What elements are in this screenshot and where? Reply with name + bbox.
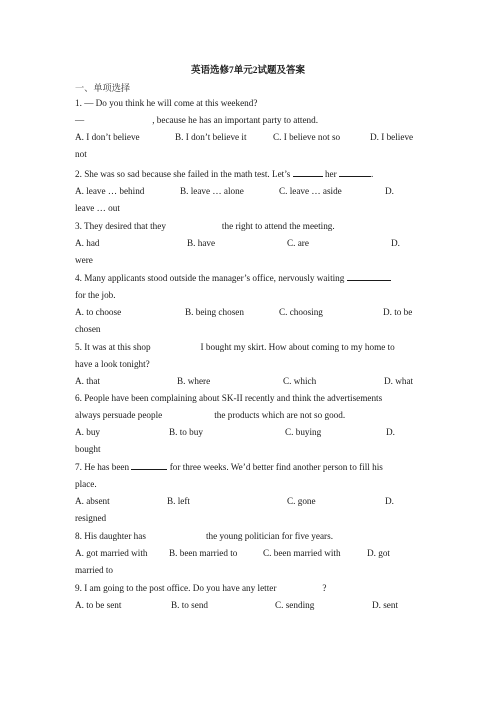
- option-d[interactable]: D.: [385, 186, 394, 196]
- question-2: 2. She was so sad because she failed in the math test. Let’s her . A. leave … behind B. leave … alone C. leave … aside D. leave … out: [75, 166, 420, 217]
- option-d[interactable]: D. sent: [372, 600, 399, 610]
- answer-blank: [131, 459, 167, 470]
- option-wrap: leave … out: [75, 203, 120, 213]
- option-wrap: resigned: [75, 513, 107, 523]
- option-a[interactable]: A. absent: [75, 496, 110, 506]
- option-a[interactable]: A. buy: [75, 427, 101, 437]
- option-c[interactable]: C. gone: [287, 496, 316, 506]
- answer-blank: [347, 270, 391, 281]
- option-a[interactable]: A. that: [75, 376, 101, 386]
- section-heading: 一、单项选择: [75, 83, 131, 93]
- option-b[interactable]: B. where: [177, 376, 211, 386]
- option-wrap: married to: [75, 565, 114, 575]
- option-a[interactable]: A. to be sent: [75, 600, 122, 610]
- option-a[interactable]: A. I don’t believe: [75, 132, 140, 142]
- option-b[interactable]: B. to send: [171, 600, 209, 610]
- option-a[interactable]: A. got married with: [75, 548, 148, 558]
- option-b[interactable]: B. been married to: [169, 548, 238, 558]
- question-6: 6. People have been complaining about SK-II recently and think the advertisements always persuade people the products which are not so good. A. buy B. to buy C. buying D. bought: [75, 393, 395, 454]
- option-b[interactable]: B. I don’t believe it: [175, 132, 247, 142]
- option-b[interactable]: B. to buy: [169, 427, 203, 437]
- option-c[interactable]: C. been married with: [263, 548, 341, 558]
- option-d[interactable]: D.: [385, 496, 394, 506]
- document-title: 英语选修7单元2试题及答案: [190, 66, 305, 76]
- option-d[interactable]: D. to be: [383, 307, 413, 317]
- option-wrap: not: [75, 149, 87, 159]
- option-d[interactable]: D. got: [367, 548, 390, 558]
- option-b[interactable]: B. leave … alone: [180, 186, 244, 196]
- question-8: 8. His daughter has the young politician for five years. A. got married with B. been married to C. been married with D. got married to: [75, 531, 390, 575]
- option-wrap: chosen: [75, 324, 101, 334]
- option-d[interactable]: D. what: [384, 376, 414, 386]
- option-b[interactable]: B. being chosen: [185, 307, 244, 317]
- question-3: 3. They desired that they the right to attend the meeting. A. had B. have C. are D. were: [75, 221, 400, 265]
- question-stem: 1. — Do you think he will come at this weekend?: [75, 98, 258, 108]
- option-a[interactable]: A. had: [75, 238, 100, 248]
- option-wrap: bought: [75, 444, 101, 454]
- answer-blank: [293, 166, 323, 177]
- option-a[interactable]: A. leave … behind: [75, 186, 145, 196]
- question-5: 5. It was at this shop I bought my skirt. How about coming to my home to have a look tonight? A. that B. where C. which D. what: [75, 339, 420, 390]
- question-7: 7. He has been for three weeks. We’d better find another person to fill his place. A. absent B. left C. gone D. resigned: [75, 459, 420, 527]
- question-9: 9. I am going to the post office. Do you have any letter ? A. to be sent B. to send C. sending D. sent: [75, 580, 420, 614]
- option-b[interactable]: B. left: [167, 496, 190, 506]
- option-wrap: were: [75, 255, 93, 265]
- option-c[interactable]: C. buying: [285, 427, 322, 437]
- option-c[interactable]: C. are: [287, 238, 309, 248]
- option-d[interactable]: D. I believe: [370, 132, 414, 142]
- answer-blank: [339, 166, 371, 177]
- option-c[interactable]: C. which: [283, 376, 317, 386]
- question-4: 4. Many applicants stood outside the manager’s office, nervously waiting for the job. A. to choose B. being chosen C. choosing D. to be chosen: [75, 270, 420, 338]
- option-a[interactable]: A. to choose: [75, 307, 122, 317]
- option-c[interactable]: C. leave … aside: [279, 186, 342, 196]
- option-d[interactable]: D.: [386, 427, 395, 437]
- option-b[interactable]: B. have: [187, 238, 216, 248]
- option-c[interactable]: C. choosing: [279, 307, 323, 317]
- option-c[interactable]: C. sending: [275, 600, 315, 610]
- option-d[interactable]: D.: [391, 238, 400, 248]
- option-c[interactable]: C. I believe not so: [273, 132, 341, 142]
- question-1: 1. — Do you think he will come at this weekend? — , because he has an important party to attend. A. I don’t believe B. I don’t believe it C. I believe not so D. I believe not: [75, 98, 414, 159]
